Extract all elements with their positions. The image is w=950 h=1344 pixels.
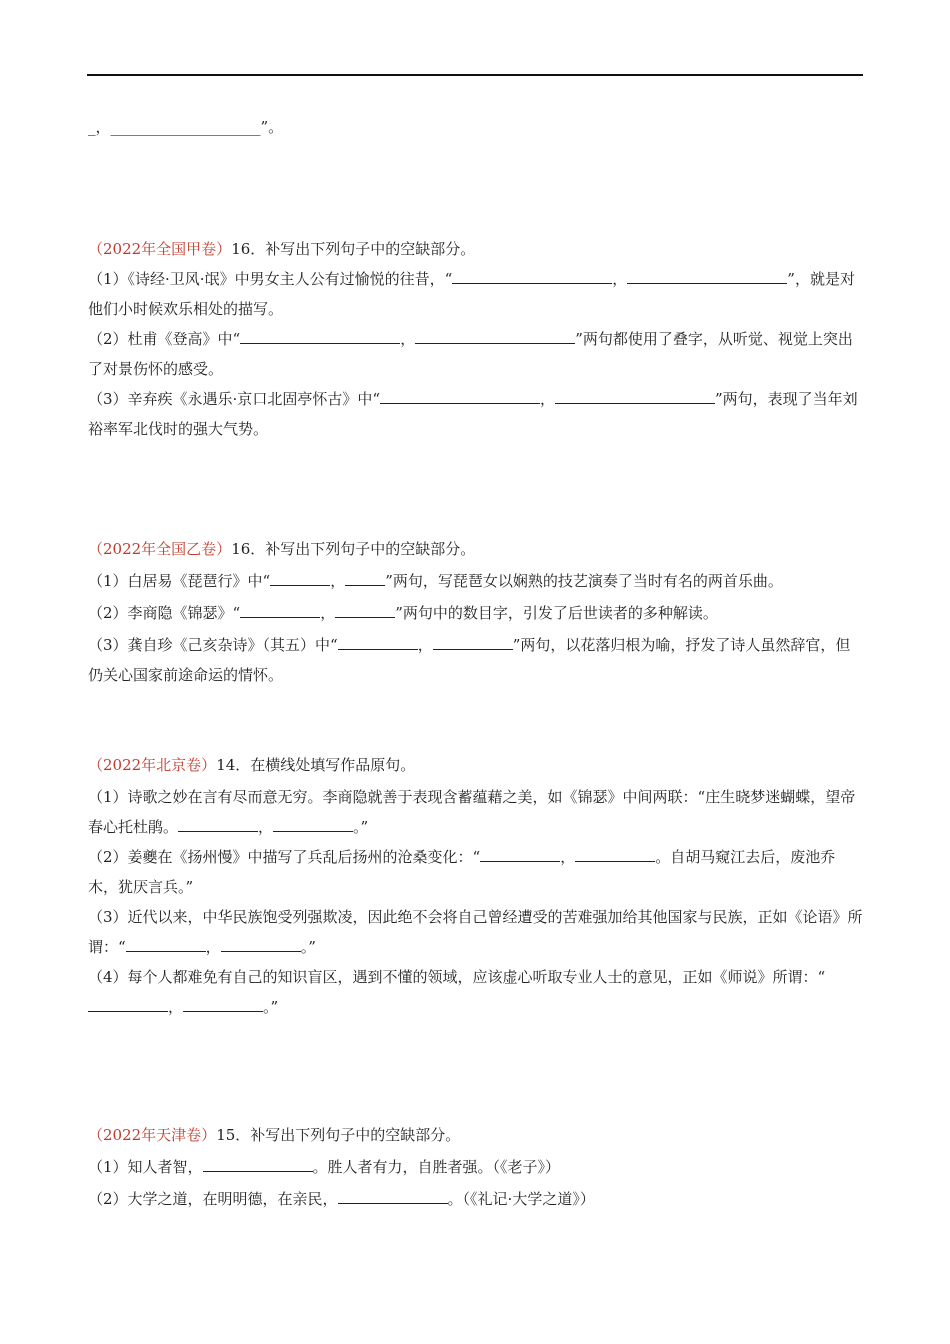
source-tag: （2022年全国甲卷）: [88, 240, 232, 258]
answer-blank[interactable]: [452, 267, 612, 284]
question-header: [88, 750, 863, 780]
question-item: （1）《诗经·卫风·氓》中男女主人公有过愉悦的往昔，“ ， ”，就是对他们小时候欢乐相处的描写。: [88, 264, 863, 324]
answer-blank[interactable]: [126, 935, 206, 952]
question-header: [88, 234, 863, 264]
answer-blank[interactable]: [480, 845, 560, 862]
continued-text: _，____________________”。: [88, 118, 284, 136]
answer-blank[interactable]: [335, 601, 395, 618]
question-item: （1）诗歌之妙在言有尽而意无穷。李商隐就善于表现含蓄蕴藉之美，如《锦瑟》中间两联：“庄生晓梦迷蝴蝶，望帝春心托杜鹃。 ， 。”: [88, 788, 856, 836]
answer-blank[interactable]: [338, 633, 418, 650]
answer-blank[interactable]: [433, 633, 513, 650]
question-title: 16．补写出下列句子中的空缺部分。: [231, 240, 476, 258]
answer-blank[interactable]: [203, 1155, 313, 1172]
answer-blank[interactable]: [270, 569, 330, 586]
question-title: 16．补写出下列句子中的空缺部分。: [231, 540, 476, 558]
question-item: （2）姜夔在《扬州慢》中描写了兵乱后扬州的沧桑变化：“ ， 。自胡马窥江去后，废池乔木，犹厌言兵。”: [88, 842, 863, 902]
answer-blank[interactable]: [240, 327, 400, 344]
question-header: [88, 534, 863, 564]
question-title: 15．补写出下列句子中的空缺部分。: [216, 1126, 461, 1144]
question-item: （3）近代以来，中华民族饱受列强欺凌，因此绝不会将自己曾经遭受的苦难强加给其他国家与民族，正如《论语》所谓：“ ， 。”: [88, 908, 863, 956]
question-item: （2）李商隐《锦瑟》“ ， ”两句中的数目字，引发了后世读者的多种解读。: [88, 598, 863, 628]
answer-blank[interactable]: [338, 1187, 448, 1204]
answer-blank[interactable]: [88, 995, 168, 1012]
question-header: [88, 1120, 863, 1150]
question-item: （1）白居易《琵琶行》中“ ， ”两句，写琵琶女以娴熟的技艺演奏了当时有名的两首乐曲。: [88, 566, 863, 596]
question-item: （1）知人者智， 。胜人者有力，自胜者强。（《老子》）: [88, 1152, 863, 1182]
answer-blank[interactable]: [575, 845, 655, 862]
source-tag: （2022年北京卷）: [88, 756, 217, 774]
answer-blank[interactable]: [178, 815, 258, 832]
answer-blank[interactable]: [240, 601, 320, 618]
answer-blank[interactable]: [221, 935, 301, 952]
question-item: （4）每个人都难免有自己的知识盲区，遇到不懂的领域，应该虚心听取专业人士的意见，正如《师说》所谓：“， 。”: [88, 968, 826, 1016]
continued-line: [88, 112, 863, 142]
question-item: （2）杜甫《登高》中“ ， ”两句都使用了叠字，从听觉、视觉上突出了对景伤怀的感受。: [88, 324, 863, 384]
answer-blank[interactable]: [273, 815, 353, 832]
question-item: （3）辛弃疾《永遇乐·京口北固亭怀古》中“ ， ”两句，表现了当年刘裕率军北伐时的强大气势。: [88, 384, 863, 444]
answer-blank[interactable]: [345, 569, 385, 586]
answer-blank[interactable]: [380, 387, 540, 404]
answer-blank[interactable]: [555, 387, 715, 404]
answer-blank[interactable]: [415, 327, 575, 344]
answer-blank[interactable]: [183, 995, 263, 1012]
source-tag: （2022年天津卷）: [88, 1126, 217, 1144]
header-rule: [87, 74, 863, 76]
question-item: （2）大学之道，在明明德，在亲民， 。（《礼记·大学之道》）: [88, 1184, 863, 1214]
question-item: （3）龚自珍《己亥杂诗》（其五）中“ ， ”两句，以花落归根为喻，抒发了诗人虽然辞官，但仍关心国家前途命运的情怀。: [88, 630, 863, 690]
answer-blank[interactable]: [627, 267, 787, 284]
source-tag: （2022年全国乙卷）: [88, 540, 232, 558]
question-title: 14．在横线处填写作品原句。: [216, 756, 416, 774]
